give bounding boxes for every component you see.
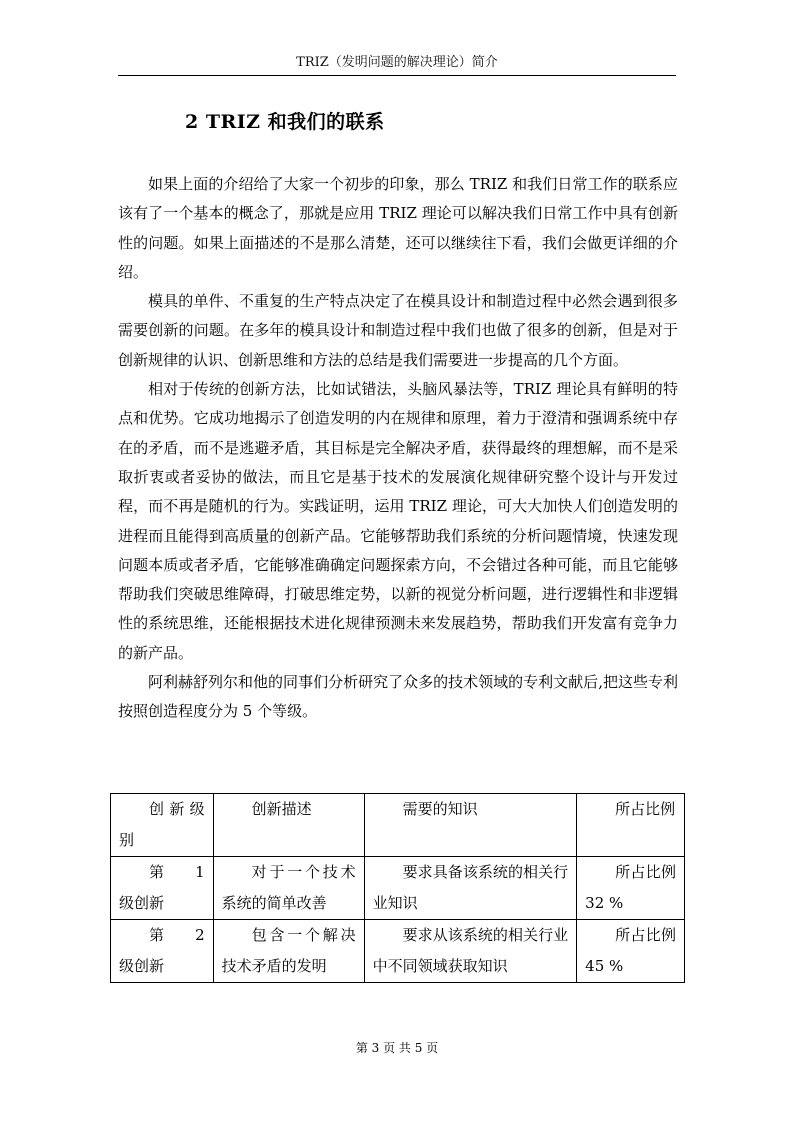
table-header-cell: 创新级别 xyxy=(111,794,214,857)
header-divider xyxy=(118,75,676,76)
paragraph: 如果上面的介绍给了大家一个初步的印象，那么 TRIZ 和我们日常工作的联系应该有了一个基本的概念了，那就是应用 TRIZ 理论可以解决我们日常工作中具有创新性的问题。如果上面描述的不是那么清楚，还可以继续往下看，我们会做更详细的介绍。 xyxy=(118,175,678,281)
page-header: TRIZ（发明问题的解决理论）简介 xyxy=(296,55,498,70)
table-header-row xyxy=(111,794,685,857)
table-header-cell: 所占比例 xyxy=(577,794,685,857)
table-cell: 包含一个解决技术矛盾的发明 xyxy=(213,920,364,983)
paragraph: 模具的单件、不重复的生产特点决定了在模具设计和制造过程中必然会遇到很多需要创新的问题。在多年的模具设计和制造过程中我们也做了很多的创新，但是对于创新规律的认识、创新思维和方法的总结是我们需要进一步提高的几个方面。 xyxy=(118,292,678,369)
table-cell: 要求从该系统的相关行业中不同领域获取知识 xyxy=(364,920,577,983)
table-cell: 所占比例 32 % xyxy=(577,857,685,920)
table-header-cell: 创新描述 xyxy=(213,794,364,857)
section-heading: 2 TRIZ 和我们的联系 xyxy=(185,111,385,133)
body-text xyxy=(118,170,678,727)
table-cell: 第 2 级创新 xyxy=(111,920,214,983)
innovation-levels-table xyxy=(110,793,685,983)
table-row xyxy=(111,920,685,983)
paragraph: 相对于传统的创新方法，比如试错法，头脑风暴法等，TRIZ 理论具有鲜明的特点和优势。它成功地揭示了创造发明的内在规律和原理，着力于澄清和强调系统中存在的矛盾，而不是逃避矛盾，其目标是完全解决矛盾，获得最终的理想解，而不是采取折衷或者妥协的做法，而且它是基于技术的发展演化规律研究整个设计与开发过程，而不再是随机的行为。实践证明，运用 TRIZ 理论，可大大加快人们创造发明的进程而且能得到高质量的创新产品。它能够帮助我们系统的分析问题情境，快速发现问题本质或者矛盾，它能够准确确定问题探索方向，不会错过各种可能，而且它能够帮助我们突破思维障碍，打破思维定势，以新的视觉分析问题，进行逻辑性和非逻辑性的系统思维，还能根据技术进化规律预测未来发展趋势，帮助我们开发富有竞争力的新产品。 xyxy=(118,380,678,662)
table-cell: 第 1 级创新 xyxy=(111,857,214,920)
paragraph: 阿利赫舒列尔和他的同事们分析研究了众多的技术领域的专利文献后,把这些专利按照创造程度分为 5 个等级。 xyxy=(118,673,678,721)
table-cell: 要求具备该系统的相关行业知识 xyxy=(364,857,577,920)
table-cell: 对于一个技术系统的简单改善 xyxy=(213,857,364,920)
table-row xyxy=(111,857,685,920)
table-cell: 所占比例 45 % xyxy=(577,920,685,983)
table-header-cell: 需要的知识 xyxy=(364,794,577,857)
page-footer: 第 3 页 共 5 页 xyxy=(355,1041,439,1055)
